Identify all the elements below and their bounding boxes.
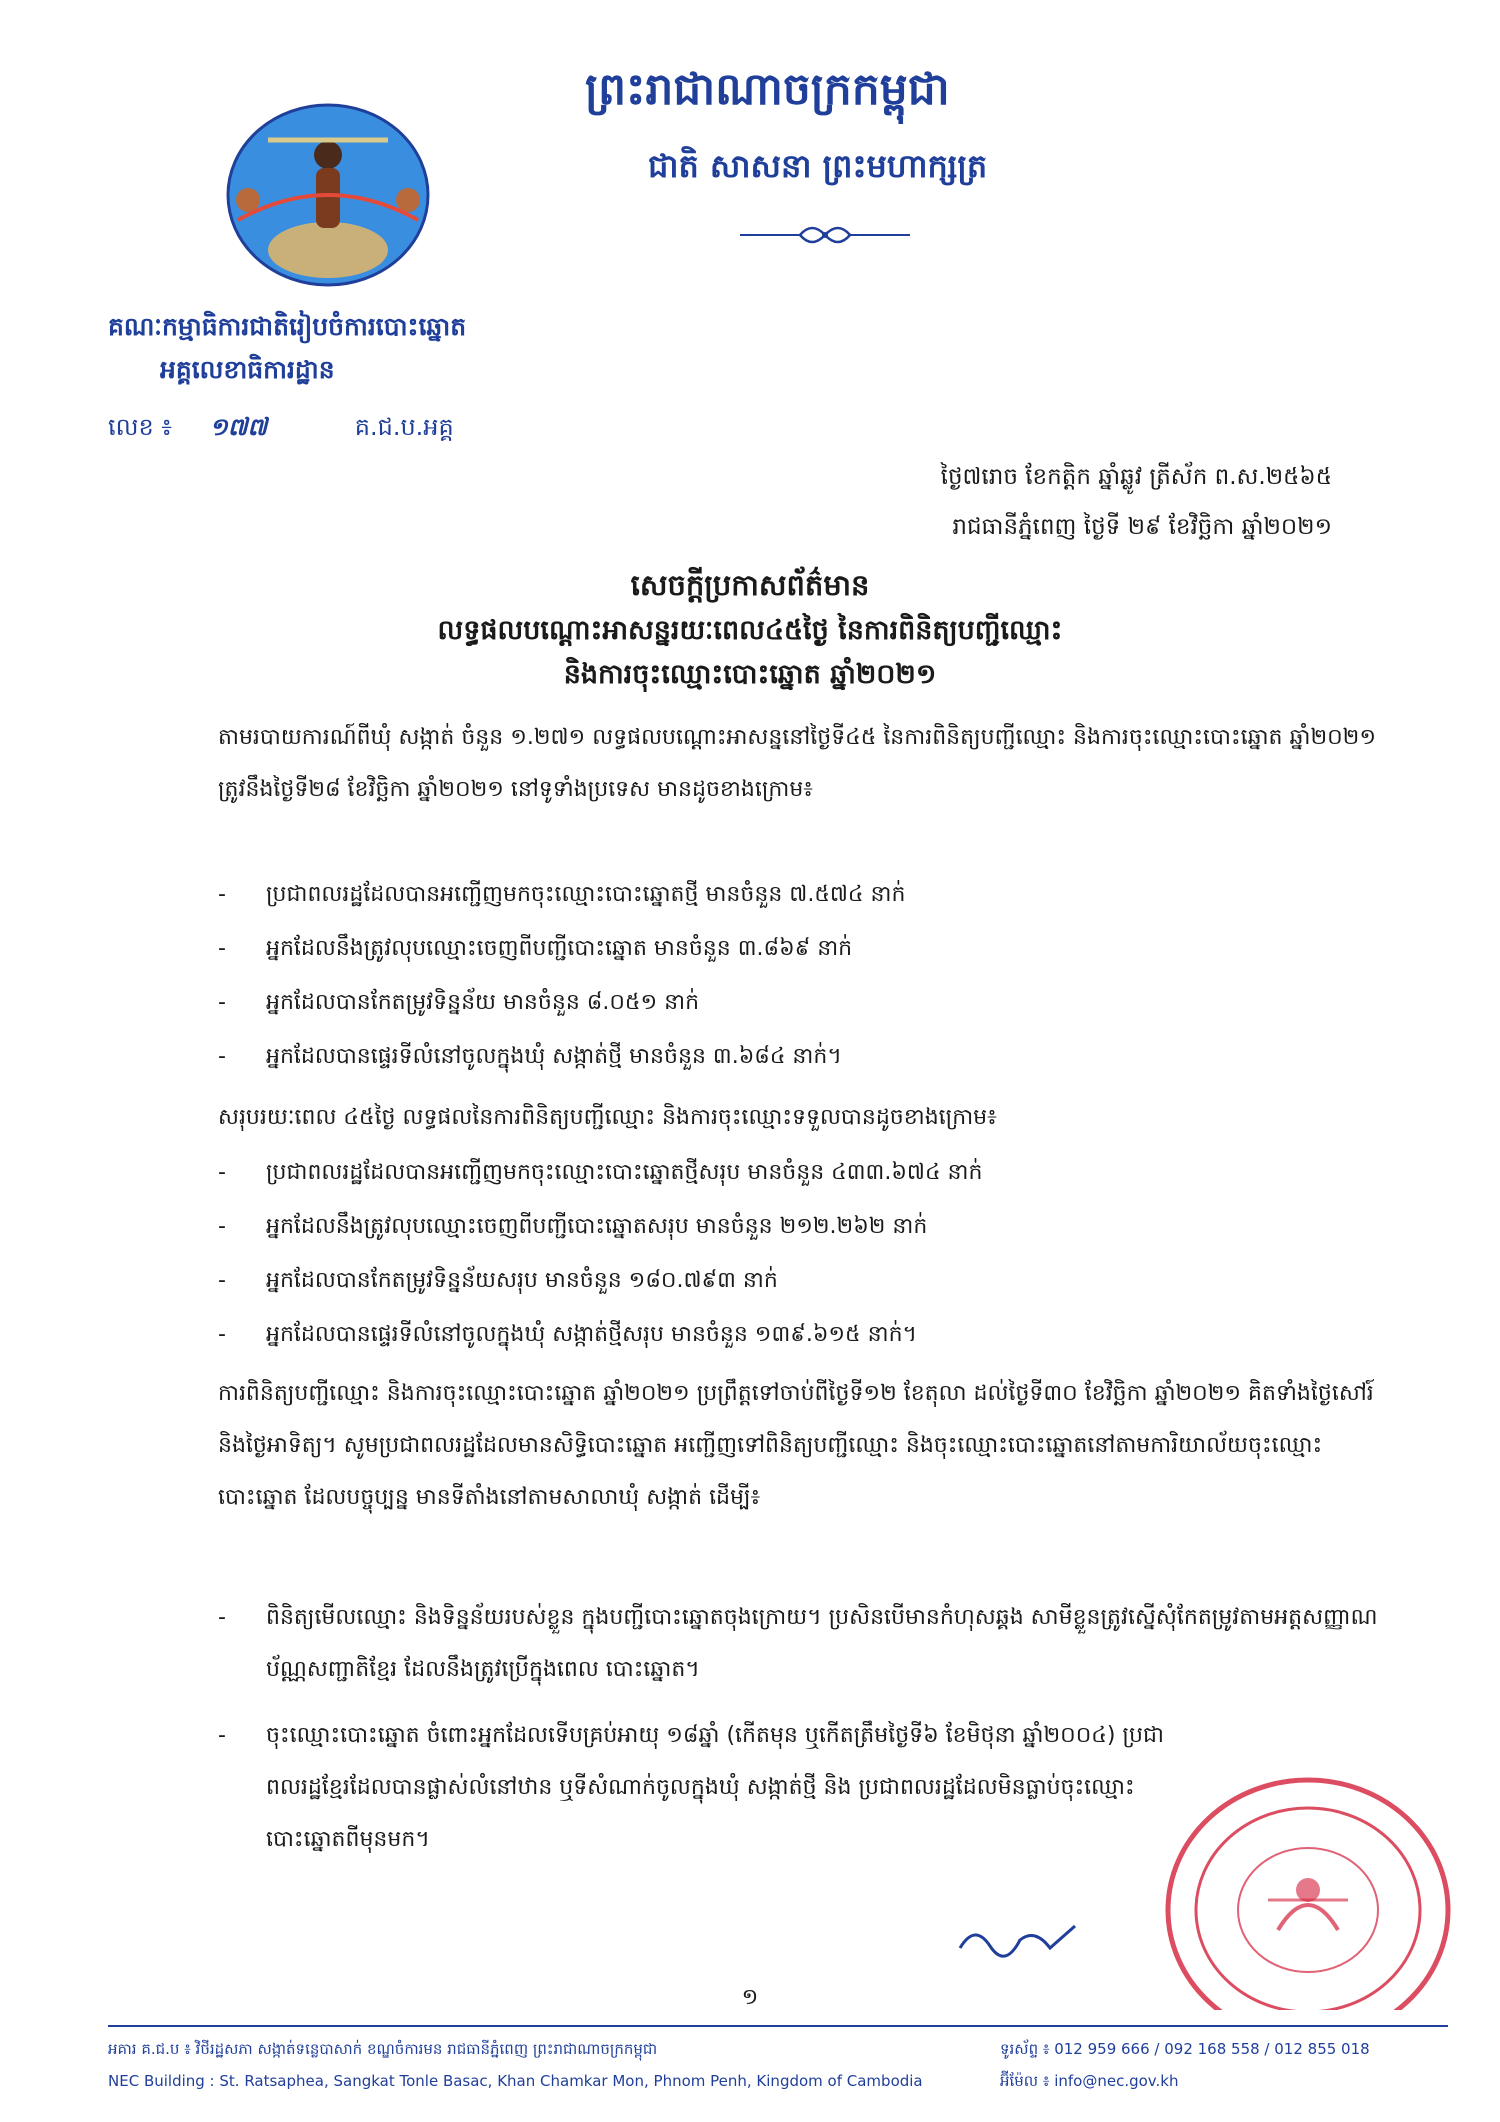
footer-email: អ៊ីម៉ែល ៖ info@nec.gov.kh [1000, 2072, 1179, 2090]
nec-logo-emblem [198, 100, 458, 290]
list-item: - ប្រជាពលរដ្ឋដែលបានអញ្ជើញមកចុះឈ្មោះបោះឆ្នោតថ្មីសរុប មានចំនួន ៤៣៣.៦៧៤ នាក់ [218, 1160, 983, 1185]
footer-divider [108, 2025, 1448, 2027]
footer-address-english: NEC Building : St. Ratsaphea, Sangkat Tonle Basac, Khan Chamkar Mon, Phnom Penh, Kingdom of Cambodia [108, 2072, 923, 2090]
ornament-divider [740, 215, 910, 255]
list-item: - ចុះឈ្មោះបោះឆ្នោត ចំពោះអ្នកដែលទើបគ្រប់អាយុ ១៨ឆ្នាំ (កើតមុន ឬកើតត្រឹមថ្ងៃទី៦ ខែមិថុនា ឆ្នាំ២០០៤) ប្រជាពលរដ្ឋខ្មែរដែលបានផ្លាស់លំនៅឋាន ឬទីសំណាក់ចូលក្នុងឃុំ សង្កាត់ថ្មី និង ប្រជាពលរដ្ឋដែលមិនធ្លាប់ចុះឈ្មោះបោះឆ្នោតពីមុនមក។ [218, 1723, 1164, 1852]
summary-paragraph: សរុបរយៈពេល ៤៥ថ្ងៃ លទ្ធផលនៃការពិនិត្យបញ្ជីឈ្មោះ និងការចុះឈ្មោះទទួលបានដូចខាងក្រោម៖ [218, 1105, 997, 1130]
list-item: - អ្នកដែលបានផ្ទេរទីលំនៅចូលក្នុងឃុំ សង្កាត់ថ្មីសរុប មានចំនួន ១៣៩.៦១៥ នាក់។ [218, 1322, 918, 1347]
schedule-paragraph: ការពិនិត្យបញ្ជីឈ្មោះ និងការចុះឈ្មោះបោះឆ្នោត ឆ្នាំ២០២១ ប្រព្រឹត្តទៅចាប់ពីថ្ងៃទី១២ ខែតុលា ដល់ថ្ងៃទី៣០ ខែវិច្ឆិកា ឆ្នាំ២០២១ គិតទាំងថ្ងៃសៅរ៍ និងថ្ងៃអាទិត្យ។ សូមប្រជាពលរដ្ឋដែលមានសិទ្ធិបោះឆ្នោត អញ្ជើញទៅពិនិត្យបញ្ជីឈ្មោះ និងចុះឈ្មោះបោះឆ្នោតនៅតាមការិយាល័យចុះឈ្មោះបោះឆ្នោត ដែលបច្ចុប្បន្ន មានទីតាំងនៅតាមសាលាឃុំ សង្កាត់ ដើម្បី៖ [218, 1381, 1374, 1510]
lunar-date: ថ្ងៃ៧រោច ខែកត្តិក ឆ្នាំឆ្លូវ ត្រីស័ក ព.ស.២៥៦៥ [940, 464, 1332, 490]
reference-label: លេខ ៖ [108, 413, 172, 441]
kingdom-heading: ព្រះរាជាណាចក្រកម្ពុជា [585, 64, 950, 115]
page-number: ១ [741, 1985, 759, 2010]
intro-paragraph: តាមរបាយការណ៍ពីឃុំ សង្កាត់ ចំនួន ១.២៧១ លទ្ធផលបណ្តោះអាសន្ននៅថ្ងៃទី៤៥ នៃការពិនិត្យបញ្ជីឈ្មោះ និងការចុះឈ្មោះបោះឆ្នោត ឆ្នាំ២០២១ ត្រូវនឹងថ្ងៃទី២៨ ខែវិច្ឆិកា ឆ្នាំ២០២១ នៅទូទាំងប្រទេស មានដូចខាងក្រោម៖ [218, 725, 1376, 802]
list-item: - ប្រជាពលរដ្ឋដែលបានអញ្ជើញមកចុះឈ្មោះបោះឆ្នោតថ្មី មានចំនួន ៧.៥៧៤ នាក់ [218, 882, 906, 907]
national-motto: ជាតិ សាសនា ព្រះមហាក្សត្រ [648, 147, 988, 185]
reference-number: ១៧៧ [209, 413, 268, 441]
list-item: - ពិនិត្យមើលឈ្មោះ និងទិន្នន័យរបស់ខ្លួន ក្នុងបញ្ជីបោះឆ្នោតចុងក្រោយ។ ប្រសិនបើមានកំហុសឆ្គង សាមីខ្លួនត្រូវស្នើសុំកែតម្រូវតាមអត្តសញ្ញាណប័ណ្ណសញ្ជាតិខ្មែរ ដែលនឹងត្រូវប្រើក្នុងពេល បោះឆ្នោត។ [218, 1605, 1378, 1682]
list-item: - អ្នកដែលនឹងត្រូវលុបឈ្មោះចេញពីបញ្ជីបោះឆ្នោត មានចំនួន ៣.៨៦៩ នាក់ [218, 936, 853, 961]
list-item: - អ្នកដែលនឹងត្រូវលុបឈ្មោះចេញពីបញ្ជីបោះឆ្នោតសរុប មានចំនួន ២១២.២៦២ នាក់ [218, 1214, 928, 1239]
weekly-results-list [218, 868, 1388, 1084]
organization-name: គណៈកម្មាធិការជាតិរៀបចំការបោះឆ្នោត [108, 312, 467, 341]
reference-suffix: គ.ជ.ប.អគ្គ [354, 413, 454, 441]
total-results-list [218, 1146, 1388, 1362]
initials-signature [955, 1918, 1085, 1958]
department-name: អគ្គលេខាធិការដ្ឋាន [160, 355, 335, 384]
solar-date: រាជធានីភ្នំពេញ ថ្ងៃទី ២៩ ខែវិច្ឆិកា ឆ្នាំ២០២១ [952, 514, 1332, 540]
footer-address-khmer: អគារ គ.ជ.ប ៖ វិថីរដ្ឋសភា សង្កាត់ទន្លេបាសាក់ ខណ្ឌចំការមន រាជធានីភ្នំពេញ ព្រះរាជាណាចក្រកម្ពុជា [108, 2040, 658, 2058]
document-subtitle-line2: និងការចុះឈ្មោះបោះឆ្នោត ឆ្នាំ២០២១ [563, 659, 937, 690]
footer-phone: ទូរស័ព្ទ ៖ 012 959 666 / 092 168 558 / 012 855 018 [1000, 2040, 1370, 2058]
list-item: - អ្នកដែលបានផ្ទេរទីលំនៅចូលក្នុងឃុំ សង្កាត់ថ្មី មានចំនួន ៣.៦៨៤ នាក់។ [218, 1044, 842, 1069]
reference-line [108, 412, 454, 447]
document-subtitle-line1: លទ្ធផលបណ្តោះអាសន្នរយៈពេល៤៥ថ្ងៃ នៃការពិនិត្យបញ្ជីឈ្មោះ [437, 615, 1063, 646]
official-seal-stamp [1158, 1760, 1458, 2010]
list-item: - អ្នកដែលបានកែតម្រូវទិន្នន័យ មានចំនួន ៨.០៥១ នាក់ [218, 990, 700, 1015]
list-item: - អ្នកដែលបានកែតម្រូវទិន្នន័យសរុប មានចំនួន ១៨០.៧៩៣ នាក់ [218, 1268, 778, 1293]
document-title: សេចក្តីប្រកាសព័ត៌មាន [630, 568, 870, 602]
